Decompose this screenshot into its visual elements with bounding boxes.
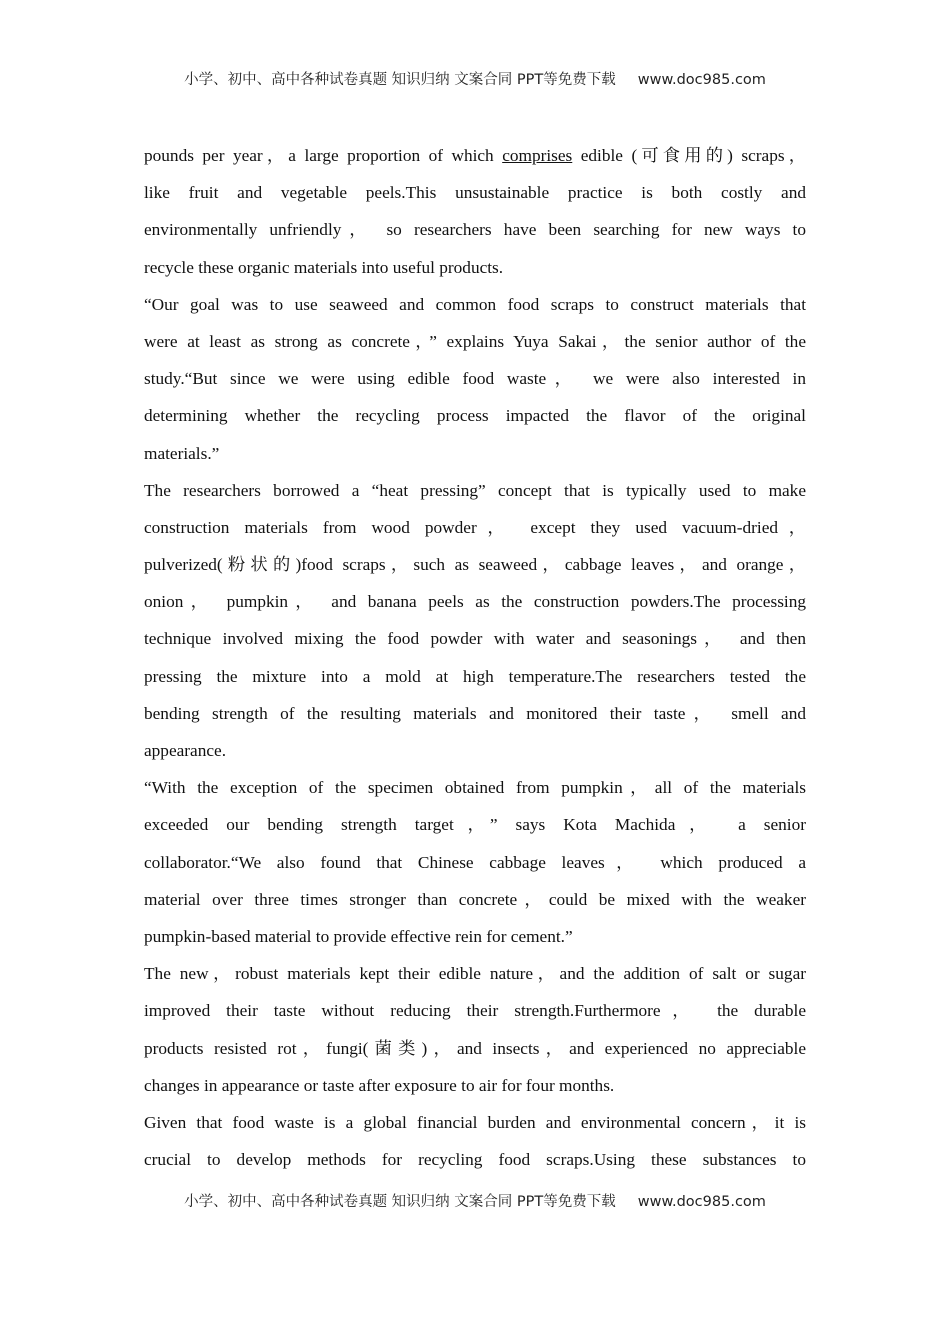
text-line: collaborator.“We also found that Chinese cabbage leaves， which produced a xyxy=(144,852,806,872)
text-line: recycle these organic materials into useful products. xyxy=(144,257,504,277)
text-line: study.“But since we were using edible food waste， we were also interested in xyxy=(144,369,806,389)
text-line: technique involved mixing the food powder with water and seasonings， and then xyxy=(144,629,806,649)
text-line: changes in appearance or taste after exposure to air for four months. xyxy=(144,1075,615,1095)
page-header xyxy=(0,68,950,89)
footer-site-link[interactable]: www.doc985.com xyxy=(637,1194,766,1210)
text-line: The new，robust materials kept their edible nature，and the addition of salt or sugar xyxy=(144,964,806,984)
header-site-link[interactable]: www.doc985.com xyxy=(637,72,766,88)
text-line: like fruit and vegetable peels.This unsustainable practice is both costly and xyxy=(144,183,806,203)
text-line: construction materials from wood powder， except they used vacuum-dried， xyxy=(144,517,806,537)
text-line: “With the exception of the specimen obtained from pumpkin，all of the materials xyxy=(144,778,806,798)
text-line: products resisted rot，fungi(菌类)，and insects，and experienced no appreciable xyxy=(144,1038,806,1058)
text-line: environmentally unfriendly， so researchers have been searching for new ways to xyxy=(144,220,806,240)
text-line: “Our goal was to use seaweed and common food scraps to construct materials that xyxy=(144,294,806,314)
text-line: pressing the mixture into a mold at high temperature.The researchers tested the xyxy=(144,666,806,686)
article-body xyxy=(144,137,806,1178)
text-line: bending strength of the resulting materials and monitored their taste， smell and xyxy=(144,703,806,723)
page-footer xyxy=(0,1190,950,1211)
text-line: were at least as strong as concrete，” explains Yuya Sakai，the senior author of the xyxy=(144,331,806,351)
text-line: The researchers borrowed a “heat pressing” concept that is typically used to make xyxy=(144,480,806,500)
text-line: onion， pumpkin， and banana peels as the construction powders.The processing xyxy=(144,592,806,612)
text-line: pounds per year，a large proportion of which comprises edible (可食用的) scraps， xyxy=(144,146,806,165)
header-text: 小学、初中、高中各种试卷真题 知识归纳 文案合同 PPT等免费下载 xyxy=(184,72,616,88)
underlined-word: comprises xyxy=(502,146,573,165)
text-line: appearance. xyxy=(144,741,227,760)
text-line: materials.” xyxy=(144,443,220,463)
text-line: exceeded our bending strength target，” says Kota Machida， a senior xyxy=(144,815,806,835)
text-line: improved their taste without reducing their strength.Furthermore， the durable xyxy=(144,1001,806,1021)
text-line: Given that food waste is a global financial burden and environmental concern，it is xyxy=(144,1112,806,1132)
text-line: determining whether the recycling process impacted the flavor of the original xyxy=(144,406,806,426)
footer-text: 小学、初中、高中各种试卷真题 知识归纳 文案合同 PPT等免费下载 xyxy=(184,1194,616,1210)
text-line: pulverized(粉状的)food scraps，such as seaweed，cabbage leaves，and orange， xyxy=(144,555,806,575)
text-line: pumpkin-based material to provide effective rein for cement.” xyxy=(144,926,573,946)
text-line: crucial to develop methods for recycling food scraps.Using these substances to xyxy=(144,1150,806,1170)
text-line: material over three times stronger than concrete，could be mixed with the weaker xyxy=(144,889,806,909)
